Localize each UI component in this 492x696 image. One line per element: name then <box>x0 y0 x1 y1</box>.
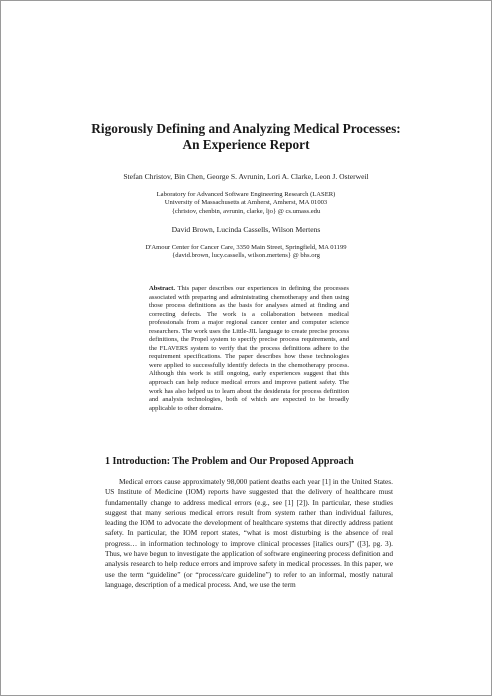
title-line-1: Rigorously Defining and Analyzing Medical Processes: <box>91 121 401 136</box>
affiliation-1 <box>1 191 491 216</box>
author-list-2: David Brown, Lucinda Cassells, Wilson Mertens <box>171 225 321 234</box>
title-line-2: An Experience Report <box>182 137 310 152</box>
affiliation-2-line: D'Amour Center for Cancer Care, 3350 Main Street, Springfield, MA 01199 <box>145 244 347 251</box>
abstract-label: Abstract. <box>149 285 175 292</box>
abstract-text: This paper describes our experiences in defining the processes associated with preparing and administrating chemotherapy and then using those process definitions as the basis for analyses aimed at finding and correcting defects. The work is a collaboration between medical professionals from a major regional cancer center and computer science researchers. The work uses the Little-JIL language to create precise process definitions, the Propel system to specify precise process requirements, and the FLAVERS system to verify that the process definitions adhere to the requirement specifications. The paper describes how these technologies were applied to successfully identify defects in the chemotherapy process. Although this work is still ongoing, early experiences suggest that this approach can help reduce medical errors and improve patient safety. The work has also helped us to learn about the desiderata for process definition and analysis technologies, both of which are expected to be broadly applicable to other domains. <box>149 285 349 412</box>
abstract <box>149 285 349 413</box>
paper-title <box>1 121 491 153</box>
affiliation-2 <box>1 244 491 261</box>
body-text <box>105 477 393 590</box>
affiliation-2-line: {david.brown, lucy.cassells, wilson.mertens} @ bhs.org <box>172 252 320 260</box>
author-list-1: Stefan Christov, Bin Chen, George S. Avrunin, Lori A. Clarke, Leon J. Osterweil <box>123 172 369 181</box>
body-paragraph: Medical errors cause approximately 98,000 patient deaths each year [1] in the United States. US Institute of Medicine (IOM) reports have suggested that the delivery of healthcare must fundamentally change to address medical errors (e.g., see [1] [2]). In particular, these studies suggest that many serious medical errors result from system rather than individual failures, leading the IOM to advocate the development of healthcare systems that directly address patient safety. In particular, the IOM report states, “what is most disturbing is the absence of real progress… in information technology to improve clinical processes [italics ours]” ([3], pg. 3). Thus, we have begun to investigate the application of software engineering process definition and analysis research to help reduce errors and improve safety in medical processes. In this paper, we use the term “guideline” (or “process/care guideline”) to refer to an informal, mostly natural language, description of a medical process. And, we use the term <box>105 477 393 589</box>
affiliation-1-line: Laboratory for Advanced Software Engineering Research (LASER) <box>156 191 336 198</box>
affiliation-1-line: {christov, chenbin, avrunin, clarke, ljo} @ cs.umass.edu <box>171 207 321 215</box>
section-heading: 1 Introduction: The Problem and Our Proposed Approach <box>105 456 354 467</box>
affiliation-1-line: University of Massachusetts at Amherst, Amherst, MA 01003 <box>164 199 328 207</box>
